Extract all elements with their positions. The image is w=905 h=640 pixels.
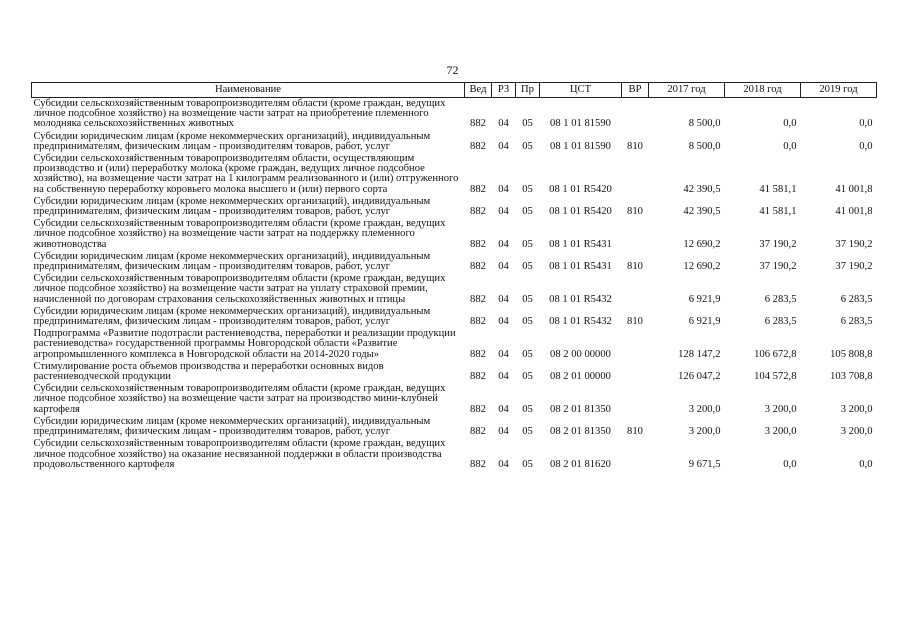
cell-rz: 04 <box>498 348 509 360</box>
table-row <box>32 196 877 218</box>
cell-pr: 05 <box>522 238 533 250</box>
cell-rz: 04 <box>498 261 509 273</box>
cell-2017: 9 671,5 <box>688 458 721 470</box>
cell-rz: 04 <box>498 458 509 470</box>
table-row <box>32 131 877 153</box>
row-name: Субсидии сельскохозяйственным товаропроизводителям области (кроме граждан, ведущих личное подсобное хозяйство) на возмещение части затрат на уплату страховой премии, начисленной по договорам страхования сельскохозяйственных животных и птицы <box>33 273 446 305</box>
cell-2017: 6 921,9 <box>688 316 721 328</box>
cell-2017: 12 690,2 <box>683 238 721 250</box>
row-name: Субсидии юридическим лицам (кроме некоммерческих организаций), индивидуальным предпринимателям, физическим лицам - производителям товаров, работ, услуг <box>33 305 431 328</box>
cell-2018: 37 190,2 <box>759 238 797 250</box>
cell-rz: 04 <box>498 293 509 305</box>
cell-vr <box>622 273 649 306</box>
row-name: Субсидии юридическим лицам (кроме некоммерческих организаций), индивидуальным предпринимателям, физическим лицам - производителям товаров, работ, услуг <box>33 415 431 438</box>
cell-cst: 08 2 01 81350 <box>550 426 611 438</box>
cell-2019: 41 001,8 <box>835 206 873 218</box>
header-rz: РЗ <box>492 83 516 98</box>
cell-rz: 04 <box>498 371 509 383</box>
table-row <box>32 273 877 306</box>
cell-2019: 6 283,5 <box>840 316 873 328</box>
cell-vr <box>622 361 649 383</box>
table-row <box>32 438 877 471</box>
cell-2019: 103 708,8 <box>830 371 873 383</box>
cell-ved: 882 <box>470 403 486 415</box>
cell-cst: 08 1 01 R5420 <box>549 206 612 218</box>
cell-2017: 8 500,0 <box>688 118 721 130</box>
cell-cst: 08 1 01 81590 <box>550 140 611 152</box>
row-name: Субсидии юридическим лицам (кроме некоммерческих организаций), индивидуальным предпринимателям, физическим лицам - производителям товаров, работ, услуг <box>33 195 431 218</box>
cell-vr <box>622 218 649 251</box>
cell-pr: 05 <box>522 118 533 130</box>
cell-vr: 810 <box>627 140 643 152</box>
cell-2018: 0,0 <box>783 140 797 152</box>
header-ved: Вед <box>465 83 492 98</box>
cell-cst: 08 1 01 R5420 <box>549 183 612 195</box>
cell-ved: 882 <box>470 293 486 305</box>
table-row <box>32 218 877 251</box>
header-2019: 2019 год <box>801 83 877 98</box>
cell-cst: 08 2 01 81620 <box>550 458 611 470</box>
cell-2018: 41 581,1 <box>759 206 797 218</box>
cell-2017: 126 047,2 <box>678 371 721 383</box>
cell-2017: 42 390,5 <box>683 206 721 218</box>
cell-cst: 08 2 01 81350 <box>550 403 611 415</box>
cell-2017: 3 200,0 <box>688 403 721 415</box>
cell-pr: 05 <box>522 371 533 383</box>
header-cst: ЦСТ <box>540 83 622 98</box>
cell-pr: 05 <box>522 348 533 360</box>
cell-ved: 882 <box>470 140 486 152</box>
cell-vr: 810 <box>627 261 643 273</box>
cell-2018: 0,0 <box>783 458 797 470</box>
cell-2018: 3 200,0 <box>764 426 797 438</box>
table-row <box>32 153 877 196</box>
row-name: Субсидии сельскохозяйственным товаропроизводителям области (кроме граждан, ведущих личное подсобное хозяйство) на возмещение части затрат на поддержку племенного животноводства <box>33 218 446 250</box>
cell-2017: 128 147,2 <box>678 348 721 360</box>
cell-vr <box>622 98 649 131</box>
cell-2019: 37 190,2 <box>835 238 873 250</box>
cell-rz: 04 <box>498 426 509 438</box>
cell-2019: 3 200,0 <box>840 426 873 438</box>
cell-2017: 6 921,9 <box>688 293 721 305</box>
cell-2017: 42 390,5 <box>683 183 721 195</box>
table-row <box>32 383 877 416</box>
cell-2019: 0,0 <box>859 458 873 470</box>
cell-pr: 05 <box>522 293 533 305</box>
cell-ved: 882 <box>470 458 486 470</box>
header-vr: ВР <box>622 83 649 98</box>
cell-vr: 810 <box>627 206 643 218</box>
cell-vr: 810 <box>627 426 643 438</box>
cell-cst: 08 1 01 R5431 <box>549 238 612 250</box>
cell-cst: 08 1 01 R5431 <box>549 261 612 273</box>
row-name: Субсидии сельскохозяйственным товаропроизводителям области (кроме граждан, ведущих личное подсобное хозяйство) на возмещение части затрат на приобретение племенного молодняка сельскохозяйственных животных <box>33 98 446 130</box>
cell-2018: 0,0 <box>783 118 797 130</box>
row-name: Субсидии сельскохозяйственным товаропроизводителям области (кроме граждан, ведущих личное подсобное хозяйство) на возмещение части затрат на производство мини-клубней картофеля <box>33 383 446 415</box>
cell-pr: 05 <box>522 206 533 218</box>
cell-2018: 104 572,8 <box>754 371 797 383</box>
table-header-row <box>32 83 877 98</box>
cell-pr: 05 <box>522 403 533 415</box>
page-number: 72 <box>446 63 459 77</box>
cell-pr: 05 <box>522 458 533 470</box>
cell-ved: 882 <box>470 261 486 273</box>
cell-pr: 05 <box>522 426 533 438</box>
cell-ved: 882 <box>470 206 486 218</box>
table-row <box>32 98 877 131</box>
cell-rz: 04 <box>498 183 509 195</box>
cell-rz: 04 <box>498 238 509 250</box>
table-row <box>32 306 877 328</box>
cell-cst: 08 2 00 00000 <box>550 348 611 360</box>
cell-2018: 41 581,1 <box>759 183 797 195</box>
cell-rz: 04 <box>498 316 509 328</box>
table-row <box>32 361 877 383</box>
table-row <box>32 416 877 438</box>
cell-pr: 05 <box>522 140 533 152</box>
header-2018: 2018 год <box>725 83 801 98</box>
cell-vr: 810 <box>627 316 643 328</box>
row-name: Подпрограмма «Развитие подотрасли растениеводства, переработки и реализации продукции растениеводства» государственной программы Новгородской области «Развитие агропромышленного комплекса в Новгородской области на 2014-2020 годы» <box>33 328 456 360</box>
cell-pr: 05 <box>522 261 533 273</box>
cell-2017: 12 690,2 <box>683 261 721 273</box>
cell-ved: 882 <box>470 348 486 360</box>
cell-ved: 882 <box>470 316 486 328</box>
cell-rz: 04 <box>498 206 509 218</box>
cell-2019: 41 001,8 <box>835 183 873 195</box>
header-pr: Пр <box>516 83 540 98</box>
header-name: Наименование <box>32 83 465 98</box>
row-name: Субсидии сельскохозяйственным товаропроизводителям области, осуществляющим производство и (или) переработку молока (кроме граждан, ведущих личное подсобное хозяйство), на возмещение части затрат на 1 килограмм реализованного и (или) отгруженного на собственную переработку коровьего молока высшего и (или) первого сорта <box>33 153 459 195</box>
cell-2019: 105 808,8 <box>830 348 873 360</box>
cell-vr <box>622 328 649 361</box>
cell-2018: 106 672,8 <box>754 348 797 360</box>
budget-table <box>31 82 877 471</box>
row-name: Стимулирование роста объемов производства и переработки основных видов растениеводческой продукции <box>33 360 384 383</box>
table-row <box>32 328 877 361</box>
cell-rz: 04 <box>498 140 509 152</box>
cell-vr <box>622 383 649 416</box>
cell-rz: 04 <box>498 403 509 415</box>
cell-ved: 882 <box>470 183 486 195</box>
cell-2018: 3 200,0 <box>764 403 797 415</box>
cell-2019: 0,0 <box>859 118 873 130</box>
cell-2018: 6 283,5 <box>764 293 797 305</box>
cell-2019: 3 200,0 <box>840 403 873 415</box>
cell-2019: 0,0 <box>859 140 873 152</box>
table-row <box>32 251 877 273</box>
cell-2018: 6 283,5 <box>764 316 797 328</box>
cell-ved: 882 <box>470 118 486 130</box>
cell-cst: 08 1 01 R5432 <box>549 316 612 328</box>
row-name: Субсидии сельскохозяйственным товаропроизводителям области (кроме граждан, ведущих личное подсобное хозяйство) на оказание несвязанной поддержки в области производства продовольственного картофеля <box>33 438 446 470</box>
row-name: Субсидии юридическим лицам (кроме некоммерческих организаций), индивидуальным предпринимателям, физическим лицам - производителям товаров, работ, услуг <box>33 130 431 152</box>
cell-cst: 08 1 01 81590 <box>550 118 611 130</box>
cell-rz: 04 <box>498 118 509 130</box>
row-name: Субсидии юридическим лицам (кроме некоммерческих организаций), индивидуальным предпринимателям, физическим лицам - производителям товаров, работ, услуг <box>33 250 431 273</box>
cell-pr: 05 <box>522 183 533 195</box>
cell-ved: 882 <box>470 426 486 438</box>
cell-cst: 08 2 01 00000 <box>550 371 611 383</box>
cell-2019: 37 190,2 <box>835 261 873 273</box>
header-2017: 2017 год <box>649 83 725 98</box>
cell-vr <box>622 153 649 196</box>
cell-ved: 882 <box>470 238 486 250</box>
cell-cst: 08 1 01 R5432 <box>549 293 612 305</box>
cell-2018: 37 190,2 <box>759 261 797 273</box>
cell-pr: 05 <box>522 316 533 328</box>
cell-ved: 882 <box>470 371 486 383</box>
cell-2017: 3 200,0 <box>688 426 721 438</box>
cell-2017: 8 500,0 <box>688 140 721 152</box>
cell-vr <box>622 438 649 471</box>
cell-2019: 6 283,5 <box>840 293 873 305</box>
